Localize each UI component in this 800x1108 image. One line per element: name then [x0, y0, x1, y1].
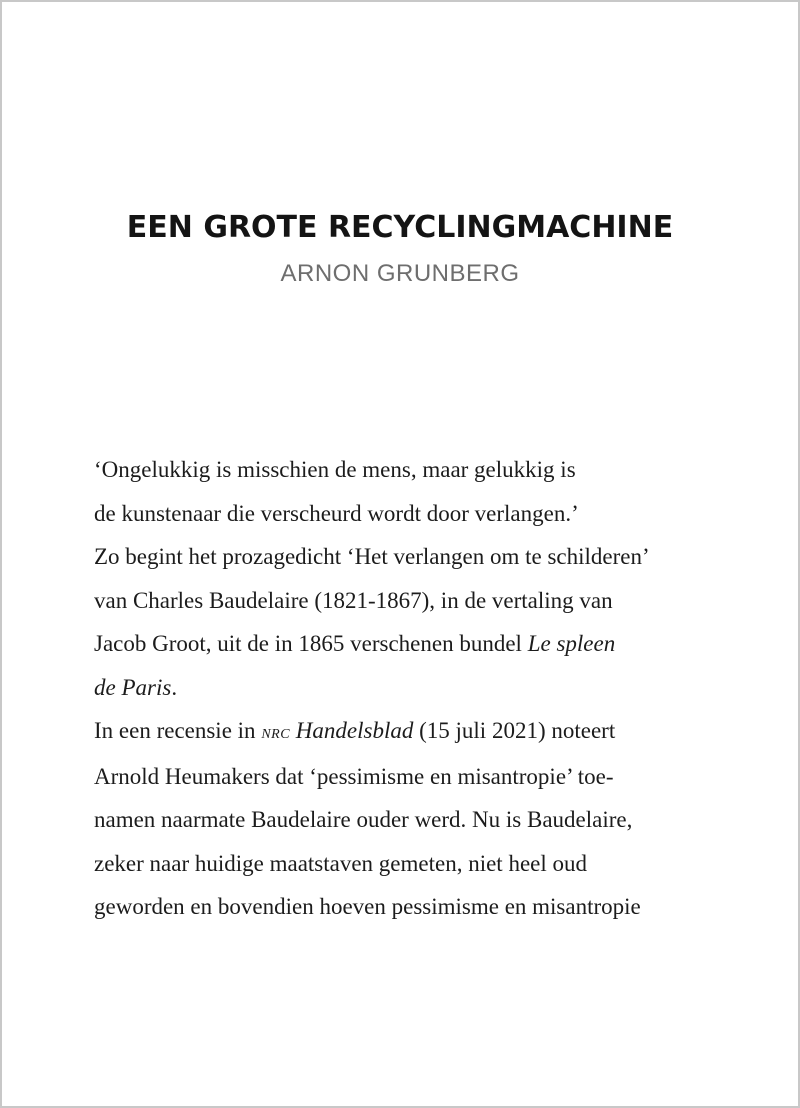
text-line: de kunstenaar die verscheurd wordt door verlangen.’: [94, 500, 579, 526]
text-line: geworden en bovendien hoeven pessimisme en misantropie: [94, 894, 641, 919]
text-line: [94, 622, 734, 666]
book-title-italic: Le spleen: [527, 631, 616, 656]
text-run: (15 juli 2021) noteert: [413, 718, 616, 743]
text-run: In een recensie in: [94, 718, 262, 743]
text-line: [94, 709, 734, 755]
newspaper-name-smallcaps: nrc: [261, 721, 291, 743]
newspaper-name-italic: Handelsblad: [290, 718, 414, 743]
text-line: zeker naar huidige maatstaven gemeten, niet heel oud: [94, 850, 588, 876]
book-title-italic: de Paris: [94, 674, 172, 700]
text-run: .: [171, 674, 178, 700]
text-line: Zo begint het prozagedicht ‘Het verlangen om te schilderen’: [94, 544, 650, 569]
chapter-title: EEN GROTE RECYCLINGMACHINE: [126, 210, 674, 245]
text-line: Arnold Heumakers dat ‘pessimisme en misantropie’ toe-: [94, 763, 614, 789]
body-text: [94, 448, 734, 929]
text-run: Jacob Groot, uit de in 1865 verschenen bundel: [94, 631, 528, 656]
text-line: ‘Ongelukkig is misschien de mens, maar gelukkig is: [94, 457, 576, 482]
text-line: [94, 666, 734, 710]
author-name: ARNON GRUNBERG: [280, 260, 520, 287]
text-line: van Charles Baudelaire (1821-1867), in de vertaling van: [94, 587, 613, 613]
text-line: namen naarmate Baudelaire ouder werd. Nu is Baudelaire,: [94, 807, 633, 832]
